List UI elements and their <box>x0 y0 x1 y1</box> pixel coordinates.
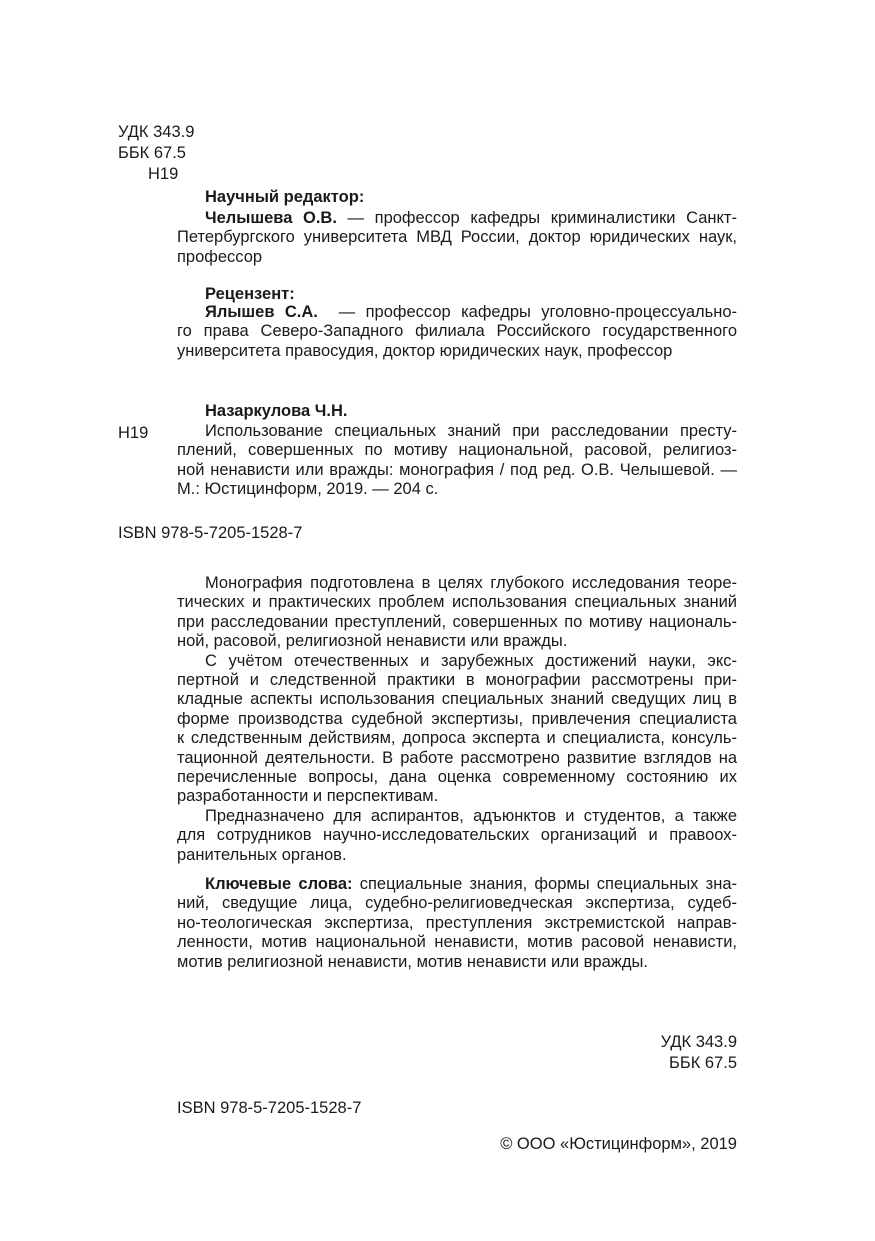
footer-bbk-code: ББК 67.5 <box>669 1054 737 1072</box>
book-author-mark-code: Н19 <box>118 424 149 442</box>
reviewer-line-2: го права Северо-Западного филиала Российского государственного <box>177 322 737 341</box>
book-line-3: ной ненависти или вражды: монография / под ред. О.В. Челышевой. — <box>177 460 737 479</box>
abstract-p2-line-1: С учётом отечественных и зарубежных достижений науки, экс- <box>205 651 737 670</box>
copyright: © ООО «Юстицинформ», 2019 <box>500 1135 737 1153</box>
book-author: Назаркулова Ч.Н. <box>205 402 348 420</box>
editor-line-3: профессор <box>177 247 263 266</box>
abstract-p2-line-7: перечисленные вопросы, дана оценка современному состоянию их <box>177 768 737 787</box>
keywords-line-4: ленности, мотив национальной ненависти, мотив расовой ненависти, <box>177 933 737 952</box>
reviewer-heading: Рецензент: <box>205 285 295 303</box>
book-line-1: Использование специальных знаний при расследовании престу- <box>205 422 737 440</box>
reviewer-block <box>177 303 737 361</box>
editor-name: Челышева О.В. <box>205 209 337 227</box>
isbn: ISBN 978-5-7205-1528-7 <box>118 524 303 542</box>
editor-block <box>177 209 737 267</box>
book-line-2: плений, совершенных по мотиву национальной, расовой, религиоз- <box>177 441 737 460</box>
editor-line-1: Челышева О.В. — профессор кафедры криминалистики Санкт- <box>205 209 737 227</box>
editor-line-2: Петербургского университета МВД России, доктор юридических наук, <box>177 228 737 247</box>
editor-heading: Научный редактор: <box>205 188 365 206</box>
abstract-p2-line-3: кладные аспекты использования специальных знаний сведущих лиц в <box>177 690 737 709</box>
abstract-p3-line-3: ранительных органов. <box>177 845 347 864</box>
abstract <box>177 574 737 865</box>
abstract-p2-line-2: пертной и следственной практики в монографии рассмотрены при- <box>177 671 737 690</box>
keywords-line-2: ний, сведущие лица, судебно-религиоведческая экспертиза, судеб- <box>177 894 737 913</box>
book-description <box>177 422 737 500</box>
abstract-p1-line-2: тических и практических проблем использования специальных знаний <box>177 593 737 612</box>
reviewer-name: Ялышев С.А. <box>205 303 318 321</box>
abstract-p1-line-1: Монография подготовлена в целях глубокого исследования теоре- <box>205 574 737 592</box>
abstract-p3-line-1: Предназначено для аспирантов, адъюнктов и студентов, а также <box>205 806 737 825</box>
bbk-code: ББК 67.5 <box>118 144 186 162</box>
abstract-p3-line-2: для сотрудников научно-исследовательских организаций и правоох- <box>177 826 737 845</box>
author-mark-code: Н19 <box>148 165 179 183</box>
udk-code: УДК 343.9 <box>118 123 195 141</box>
abstract-p1-line-3: при расследовании преступлений, совершенных по мотиву националь- <box>177 612 737 631</box>
abstract-p2-line-6: тационной деятельности. В работе рассмотрено развитие взглядов на <box>177 748 737 767</box>
abstract-p2-line-5: к следственным действиям, допроса эксперта и специалиста, консуль- <box>177 729 737 748</box>
keywords-line-1: Ключевые слова: специальные знания, формы специальных зна- <box>205 875 737 893</box>
abstract-p2-line-4: форме производства судебной экспертизы, привлечения специалиста <box>177 709 737 728</box>
abstract-p1-line-4: ной, расовой, религиозной ненависти или вражды. <box>177 632 568 651</box>
abstract-p2-line-8: разработанности и перспективам. <box>177 787 439 806</box>
book-line-4: М.: Юстицинформ, 2019. — 204 с. <box>177 480 439 499</box>
footer-udk-code: УДК 343.9 <box>660 1033 737 1051</box>
keywords-line-5: мотив религиозной ненависти, мотив ненависти или вражды. <box>177 952 648 971</box>
footer-isbn: ISBN 978-5-7205-1528-7 <box>177 1099 362 1117</box>
reviewer-line-1: Ялышев С.А. — профессор кафедры уголовно-процессуально- <box>205 303 738 321</box>
reviewer-line-3: университета правосудия, доктор юридических наук, профессор <box>177 341 673 360</box>
keywords-label: Ключевые слова: <box>205 875 353 893</box>
keywords-line-3: но-теологическая экспертиза, преступления экстремистской направ- <box>177 913 737 932</box>
keywords <box>177 875 737 972</box>
